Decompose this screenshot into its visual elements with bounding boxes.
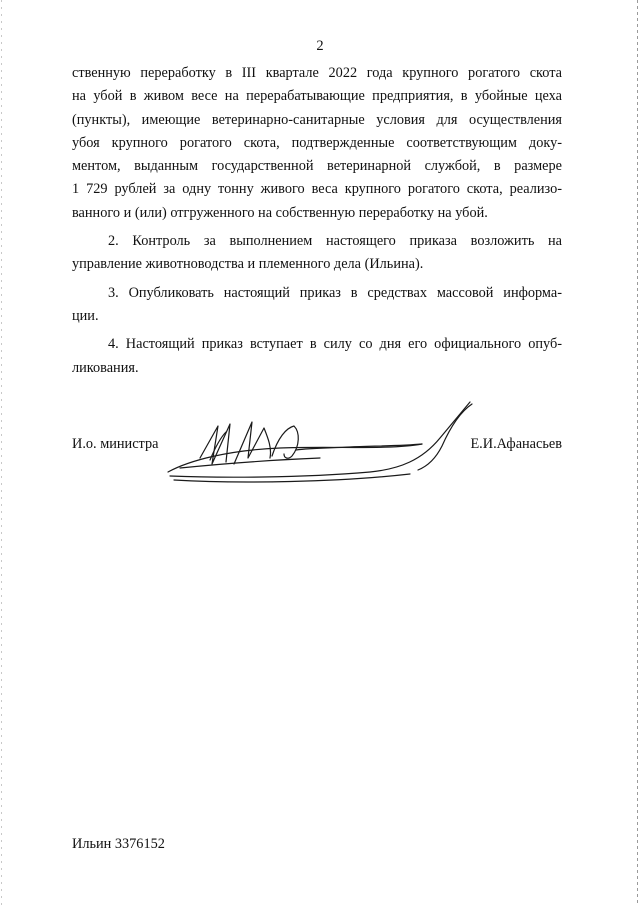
- signatory-title: И.о. министра: [72, 436, 159, 452]
- text-line: ственную переработку в III квартале 2022 года крупного рогатого скота: [72, 65, 562, 81]
- text-line: ции.: [72, 307, 99, 324]
- scan-edge-left: [1, 0, 2, 905]
- paragraph-item-4: [72, 333, 562, 380]
- text-line: 3. Опубликовать настоящий приказ в средствах массовой информа-: [108, 284, 562, 301]
- text-line: ликования.: [72, 359, 139, 376]
- paragraph-continuation: [72, 62, 562, 225]
- text-line: ванного и (или) отгруженного на собственную переработку на убой.: [72, 204, 488, 221]
- text-line: 4. Настоящий приказ вступает в силу со дня его официального опуб-: [108, 336, 562, 353]
- text-line: управление животноводства и племенного дела (Ильина).: [72, 256, 424, 273]
- paragraph-item-2: [72, 230, 562, 277]
- text-line: на убой в живом весе на перерабатывающие предприятия, в убойные цеха: [72, 88, 562, 105]
- text-line: 2. Контроль за выполнением настоящего приказа возложить на: [108, 233, 562, 250]
- text-line: 1 729 рублей за одну тонну живого веса крупного рогатого скота, реализо-: [72, 181, 562, 198]
- text-line: убоя крупного рогатого скота, подтвержденные соответствующим доку-: [72, 134, 562, 151]
- text-line: ментом, выданным государственной ветеринарной службой, в размере: [72, 158, 562, 175]
- scan-edge-right: [637, 0, 638, 905]
- paragraph-item-3: [72, 282, 562, 329]
- signature-row: [72, 436, 562, 466]
- executor-code: Ильин 3376152: [72, 836, 165, 852]
- text-line: (пункты), имеющие ветеринарно-санитарные условия для осуществления: [72, 111, 562, 128]
- signatory-name: Е.И.Афанасьев: [470, 436, 562, 452]
- document-body: [72, 62, 562, 380]
- page-number: 2: [316, 38, 324, 54]
